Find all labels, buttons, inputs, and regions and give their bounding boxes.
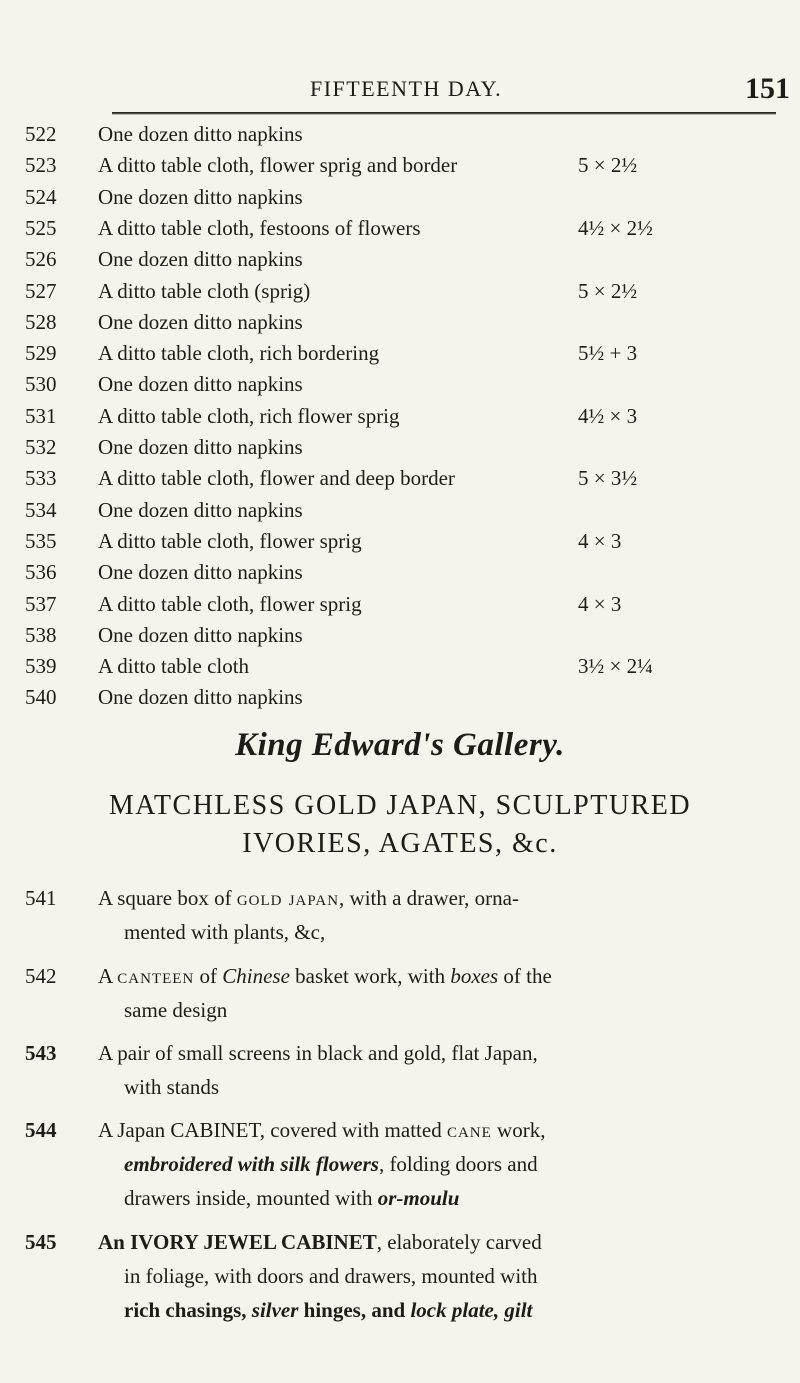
entry-text: of	[194, 964, 223, 988]
entry-line: same design	[124, 998, 228, 1022]
lot-number: 533	[25, 466, 57, 491]
entry-italic: Chinese	[222, 964, 290, 988]
entry-text: A	[98, 964, 118, 988]
entry-text: , covered with matted	[259, 1118, 447, 1142]
page-number: 151	[745, 72, 790, 105]
lot-number: 534	[25, 497, 57, 522]
entry-small-caps: gold japan	[236, 886, 340, 910]
lot-row	[0, 466, 800, 496]
lot-row	[0, 435, 800, 465]
entry-text: , with a drawer, orna-	[339, 886, 519, 910]
entry-italic: lock plate, gilt	[410, 1298, 533, 1322]
lot-row	[0, 310, 800, 340]
lot-description: A ditto table cloth, flower sprig	[98, 528, 362, 553]
lot-description: A ditto table cloth, festoons of flowers	[98, 215, 421, 240]
lot-dimensions: 4 × 3	[578, 591, 622, 616]
lot-description: One dozen ditto napkins	[98, 435, 303, 459]
entry-line	[124, 1152, 538, 1177]
entry-line: with stands	[124, 1075, 220, 1099]
lot-dimensions: 4½ × 2½	[578, 215, 653, 240]
entry-caps: IVORY JEWEL CABINET	[130, 1230, 377, 1254]
entry-text: A Japan	[98, 1118, 171, 1142]
lot-description: A ditto table cloth	[98, 654, 250, 679]
entry-line: mented with plants, &c,	[124, 920, 326, 944]
entry-line	[98, 886, 519, 911]
lot-dimensions: 5 × 2½	[578, 153, 638, 178]
lot-row	[0, 216, 800, 246]
lot-number: 543	[25, 1041, 57, 1065]
lot-row	[0, 592, 800, 622]
lot-row	[0, 623, 800, 653]
entry-text: drawers inside, mounted with	[124, 1186, 378, 1210]
lot-description: A ditto table cloth, rich flower sprig	[98, 403, 400, 428]
lot-row	[0, 341, 800, 371]
lot-number: 545	[25, 1230, 57, 1254]
entry-text: , folding doors and	[378, 1152, 538, 1176]
lot-description: One dozen ditto napkins	[98, 560, 303, 585]
lot-row	[0, 372, 800, 402]
entry-text: basket work, with	[289, 964, 451, 988]
lot-row	[0, 185, 800, 215]
entry-italic: boxes	[450, 964, 499, 988]
lot-description: One dozen ditto napkins	[98, 372, 303, 397]
section-heading-line-1: MATCHLESS GOLD JAPAN, SCULPTURED	[108, 790, 692, 821]
lot-description: One dozen ditto napkins	[98, 685, 303, 710]
entry-text: work,	[491, 1118, 546, 1142]
entry-italic: or-moulu	[377, 1186, 460, 1210]
entry-line	[98, 1230, 542, 1255]
entry-italic: silver	[251, 1298, 299, 1322]
lot-number: 537	[25, 591, 57, 616]
lot-row	[0, 122, 800, 152]
lot-description: A ditto table cloth, flower and deep border	[98, 466, 455, 491]
running-head: FIFTEENTH DAY.	[310, 76, 503, 101]
lot-row	[0, 498, 800, 528]
lot-number: 535	[25, 528, 57, 553]
entry-text: hinges, and	[298, 1298, 411, 1322]
lot-description: A ditto table cloth (sprig)	[98, 278, 311, 303]
lot-number: 542	[25, 964, 57, 988]
entry-small-caps: canteen	[117, 964, 195, 988]
entry-line	[124, 1298, 532, 1323]
entry-caps: CABINET	[170, 1118, 260, 1142]
lot-row	[0, 685, 800, 715]
lot-row	[0, 654, 800, 684]
lot-dimensions: 5 × 2½	[578, 278, 638, 303]
lot-number: 522	[25, 122, 57, 146]
lot-description: One dozen ditto napkins	[98, 122, 303, 146]
entry-text: rich chasings,	[124, 1298, 252, 1322]
entry-italic: embroidered with silk flowers	[124, 1152, 379, 1176]
lot-description: One dozen ditto napkins	[98, 309, 303, 334]
entry-text: , elaborately carved	[376, 1230, 542, 1254]
lot-number: 527	[25, 278, 57, 303]
lot-number: 530	[25, 372, 57, 397]
lot-description: One dozen ditto napkins	[98, 247, 303, 272]
lot-row	[0, 279, 800, 309]
lot-dimensions: 4½ × 3	[578, 403, 638, 428]
entry-line	[98, 1118, 545, 1143]
lot-description: One dozen ditto napkins	[98, 497, 303, 522]
lot-dimensions: 4 × 3	[578, 528, 622, 553]
entry-text: An	[98, 1230, 131, 1254]
lot-row	[0, 247, 800, 277]
lot-number: 523	[25, 153, 57, 178]
lot-number: 541	[25, 886, 57, 910]
lot-row	[0, 560, 800, 590]
lot-number: 532	[25, 435, 57, 459]
lot-dimensions: 5 × 3½	[578, 466, 638, 491]
lot-number: 536	[25, 560, 57, 585]
lot-number: 526	[25, 247, 57, 272]
lot-description: One dozen ditto napkins	[98, 622, 303, 647]
lot-number: 539	[25, 654, 57, 679]
page-header	[0, 72, 800, 110]
entry-text: A square box of	[98, 886, 237, 910]
lot-number: 528	[25, 309, 57, 334]
lot-description: One dozen ditto napkins	[98, 184, 303, 209]
lot-row	[0, 529, 800, 559]
lot-number: 524	[25, 184, 57, 209]
lot-dimensions: 3½ × 2¼	[578, 654, 653, 679]
lot-row	[0, 153, 800, 183]
lot-description: A ditto table cloth, flower sprig and border	[98, 153, 458, 178]
entry-line: A pair of small screens in black and gold, flat Japan,	[98, 1041, 538, 1065]
lot-number: 525	[25, 215, 57, 240]
lot-number: 538	[25, 622, 57, 647]
lot-description: A ditto table cloth, rich bordering	[98, 341, 380, 366]
lot-number: 540	[25, 685, 57, 710]
lot-number: 531	[25, 403, 57, 428]
lot-number: 544	[25, 1118, 57, 1142]
entry-text: of the	[498, 964, 552, 988]
lot-row	[0, 404, 800, 434]
entry-line	[98, 964, 552, 989]
section-heading-line-2: IVORIES, AGATES, &c.	[242, 828, 558, 859]
lot-number: 529	[25, 341, 57, 366]
entry-line: in foliage, with doors and drawers, mounted with	[124, 1264, 538, 1288]
entry-line	[124, 1186, 459, 1211]
lot-description: A ditto table cloth, flower sprig	[98, 591, 362, 616]
lot-dimensions: 5½ + 3	[578, 341, 638, 366]
gallery-title: King Edward's Gallery.	[235, 727, 565, 763]
entry-small-caps: cane	[446, 1118, 492, 1142]
header-rule	[112, 112, 776, 115]
